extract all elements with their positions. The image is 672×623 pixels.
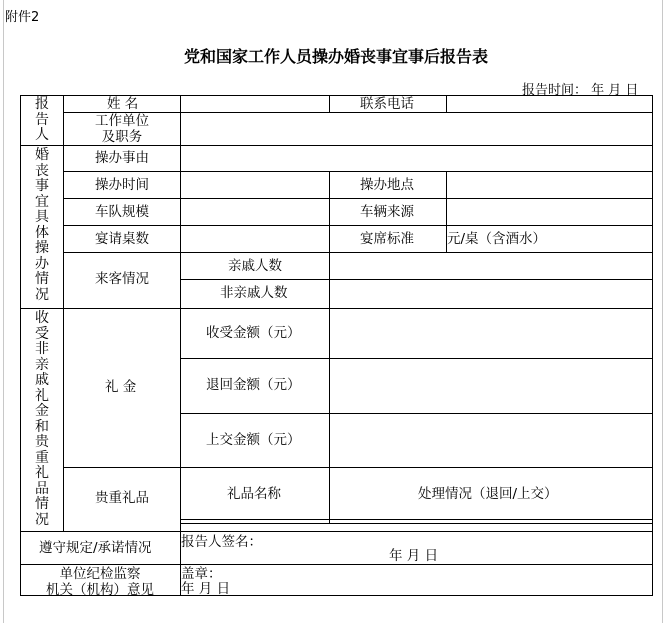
event-section-label: 婚 丧 事 宜 具 体 操 办 情 况 bbox=[35, 147, 49, 303]
report-time: 报告时间： 年 月 日 bbox=[522, 83, 639, 98]
opinion-date: 年 月 日 bbox=[181, 581, 231, 597]
work-unit-label: 工作单位 及职务 bbox=[95, 113, 149, 145]
form-title: 党和国家工作人员操办婚丧事宜事后报告表 bbox=[183, 47, 488, 66]
banquet-tables-label: 宴请桌数 bbox=[95, 231, 149, 247]
gift-money-label: 礼 金 bbox=[105, 379, 137, 395]
gift-item-name-label: 礼品名称 bbox=[227, 486, 281, 502]
returned-amount-label: 退回金额（元） bbox=[206, 377, 301, 393]
signature-date: 年 月 日 bbox=[389, 548, 439, 564]
event-place-label: 操办地点 bbox=[360, 177, 414, 193]
gifts-section-label: 收 受 非 亲 戚 礼 金 和 贵 重 礼 品 情 况 bbox=[35, 310, 49, 528]
valuables-label: 贵重礼品 bbox=[95, 490, 149, 506]
non-relatives-count-label: 非亲戚人数 bbox=[220, 285, 288, 301]
guests-label: 来客情况 bbox=[95, 271, 149, 287]
banquet-standard-unit: 元/桌（含酒水） bbox=[447, 231, 547, 247]
reporter-section-label: 报 告 人 bbox=[35, 96, 49, 143]
handed-amount-label: 上交金额（元） bbox=[206, 432, 301, 448]
appendix-label: 附件2 bbox=[5, 10, 40, 25]
compliance-label: 遵守规定/承诺情况 bbox=[39, 540, 152, 556]
relatives-count-label: 亲戚人数 bbox=[228, 258, 282, 274]
vehicle-source-label: 车辆来源 bbox=[360, 204, 414, 220]
banquet-standard-label: 宴席标准 bbox=[360, 231, 414, 247]
seal-label: 盖章： bbox=[181, 566, 222, 582]
fleet-size-label: 车队规模 bbox=[95, 204, 149, 220]
name-label: 姓 名 bbox=[107, 96, 139, 112]
discipline-opinion-label: 单位纪检监察 机关（机构）意见 bbox=[46, 566, 154, 598]
contact-phone-label: 联系电话 bbox=[360, 96, 414, 112]
event-matter-label: 操办事由 bbox=[95, 150, 149, 166]
gift-handling-label: 处理情况（退回/上交） bbox=[418, 486, 558, 502]
received-amount-label: 收受金额（元） bbox=[206, 325, 301, 341]
event-time-label: 操办时间 bbox=[95, 177, 149, 193]
reporter-signature-label: 报告人签名： bbox=[181, 534, 262, 550]
